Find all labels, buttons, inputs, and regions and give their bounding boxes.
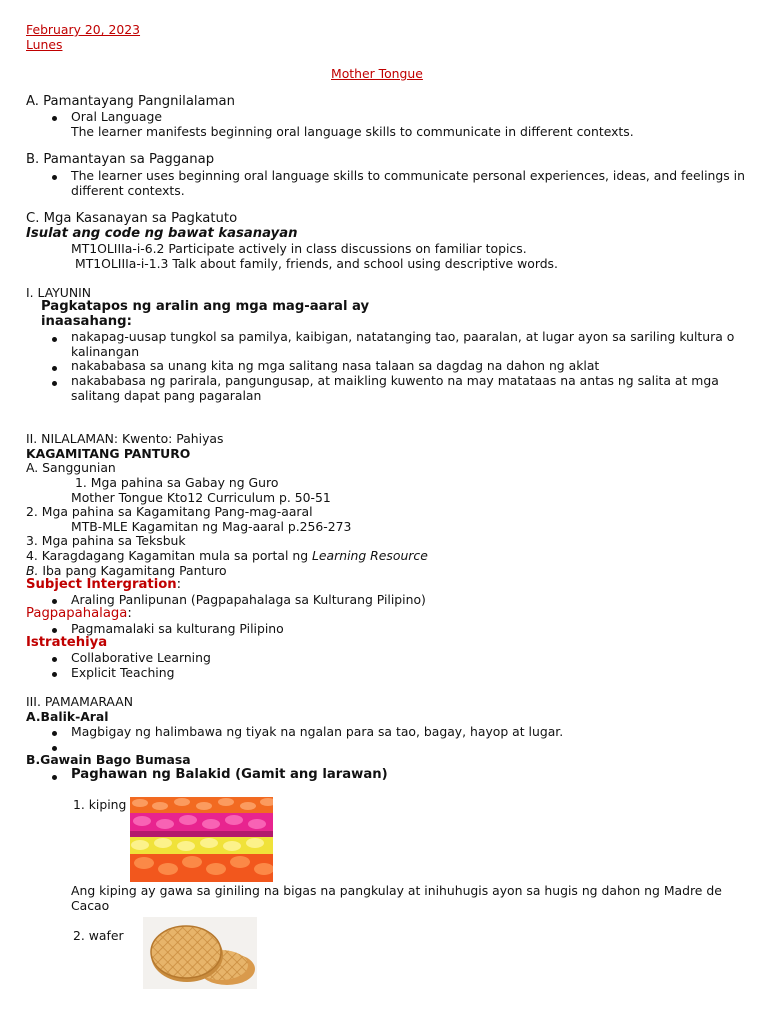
paghawan-heading: Paghawan ng Balakid (Gamit ang larawan) <box>71 767 388 782</box>
bullet-icon <box>52 775 57 780</box>
section-c-subtitle: Isulat ang code ng bawat kasanayan <box>26 226 298 241</box>
balik-aral-heading: A.Balik-Aral <box>26 709 109 724</box>
layunin-item-1-line1: nakapag-uusap tungkol sa pamilya, kaibigan, natatanging tao, paaralan, at lugar ayon sa sariling kultura o <box>71 329 735 344</box>
istratehiya-item-2: Explicit Teaching <box>71 665 175 680</box>
bullet-icon <box>52 657 57 662</box>
section-a-bullet: Oral Language <box>71 109 162 124</box>
layunin-item-3-line2: salitang dapat pang pagaralan <box>71 388 262 403</box>
layunin-item-2: nakababasa sa unang kita ng mga salitang nasa talaan sa dagdag na dahon ng aklat <box>71 358 600 373</box>
bullet-icon <box>52 116 57 121</box>
pagpapahalaga-heading <box>26 607 132 622</box>
learning-resource-text: Learning Resource <box>312 548 428 563</box>
layunin-item-1-line2: kalinangan <box>71 344 140 359</box>
wafer-illustration <box>143 917 257 989</box>
pagpapahalaga-item: Pagmamalaki sa kulturang Pilipino <box>71 621 284 636</box>
pang-mag-aaral: 2. Mga pahina sa Kagamitang Pang-mag-aaral <box>26 504 313 519</box>
subject-integration-heading <box>26 578 181 593</box>
kiping-image <box>130 797 273 882</box>
iba-text: Iba pang Kagamitang Panturo <box>38 563 227 578</box>
bullet-icon <box>52 366 57 371</box>
bullet-icon <box>52 337 57 342</box>
bullet-icon <box>52 672 57 677</box>
sanggunian: A. Sanggunian <box>26 460 116 475</box>
pamamaraan-title: III. PAMAMARAAN <box>26 694 134 709</box>
bullet-icon <box>52 628 57 633</box>
kiping-label: 1. kiping <box>73 797 127 812</box>
layunin-item-3-line1: nakababasa ng parirala, pangungusap, at maikling kuwento na may matataas na antas ng salita at mga <box>71 373 719 388</box>
karagdagang-kagamitan <box>26 549 428 564</box>
pagpapahalaga-label: Pagpapahalaga <box>26 606 128 621</box>
istratehiya-heading: Istratehiya <box>26 635 108 650</box>
subject-integration-item: Araling Panlipunan (Pagpapahalaga sa Kulturang Pilipino) <box>71 592 426 607</box>
section-b-title: B. Pamantayan sa Pagganap <box>26 152 215 167</box>
istratehiya-item-1: Collaborative Learning <box>71 650 211 665</box>
document-date: February 20, 2023 <box>26 22 141 37</box>
section-a-text: The learner manifests beginning oral language skills to communicate in different contexts. <box>71 124 634 139</box>
bullet-icon <box>52 731 57 736</box>
section-a-title: A. Pamantayang Pangnilalaman <box>26 94 235 109</box>
kiping-illustration <box>130 797 273 882</box>
pagpapahalaga-colon: : <box>127 606 132 621</box>
balik-aral-item: Magbigay ng halimbawa ng tiyak na ngalan para sa tao, bagay, hayop at lugar. <box>71 724 564 739</box>
layunin-intro-line2: inaasahang: <box>41 314 132 329</box>
bullet-icon <box>52 175 57 180</box>
layunin-title: I. LAYUNIN <box>26 285 92 300</box>
curriculum-ref: Mother Tongue Kto12 Curriculum p. 50-51 <box>71 490 331 505</box>
iba-prefix: B. <box>26 563 39 578</box>
wafer-image <box>143 917 257 989</box>
karagdagang-text: 4. Karagdagang Kagamitan mula sa portal ng <box>26 548 313 563</box>
competency-code-1: MT1OLIIIa-i-6.2 Participate actively in class discussions on familiar topics. <box>71 241 527 256</box>
subject-integration-label: Subject Intergration <box>26 577 177 592</box>
teksbuk: 3. Mga pahina sa Teksbuk <box>26 533 186 548</box>
document-day: Lunes <box>26 37 63 52</box>
competency-code-2: MT1OLIIIa-i-1.3 Talk about family, friends, and school using descriptive words. <box>75 256 558 271</box>
layunin-intro-line1: Pagkatapos ng aralin ang mga mag-aaral ay <box>41 299 370 314</box>
kagamitan-heading: KAGAMITANG PANTURO <box>26 446 191 461</box>
mtb-mle-ref: MTB-MLE Kagamitan ng Mag-aaral p.256-273 <box>71 519 352 534</box>
section-c-title: C. Mga Kasanayan sa Pagkatuto <box>26 211 238 226</box>
kiping-description-line1: Ang kiping ay gawa sa giniling na bigas na pangkulay at inihuhugis ayon sa hugis ng dahon ng Madre de <box>71 883 722 898</box>
section-b-text-line2: different contexts. <box>71 183 185 198</box>
section-b-text-line1: The learner uses beginning oral language skills to communicate personal experiences, ideas, and feelings in <box>71 168 745 183</box>
wafer-label: 2. wafer <box>73 928 124 943</box>
bullet-icon <box>52 381 57 386</box>
subject-title: Mother Tongue <box>331 66 423 81</box>
bullet-icon <box>52 746 57 751</box>
gawain-heading: B.Gawain Bago Bumasa <box>26 752 191 767</box>
kiping-description-line2: Cacao <box>71 898 110 913</box>
nilalaman-title: II. NILALAMAN: Kwento: Pahiyas <box>26 431 224 446</box>
bullet-icon <box>52 599 57 604</box>
subject-integration-colon: : <box>176 577 182 592</box>
gabay-ng-guro: 1. Mga pahina sa Gabay ng Guro <box>75 475 279 490</box>
